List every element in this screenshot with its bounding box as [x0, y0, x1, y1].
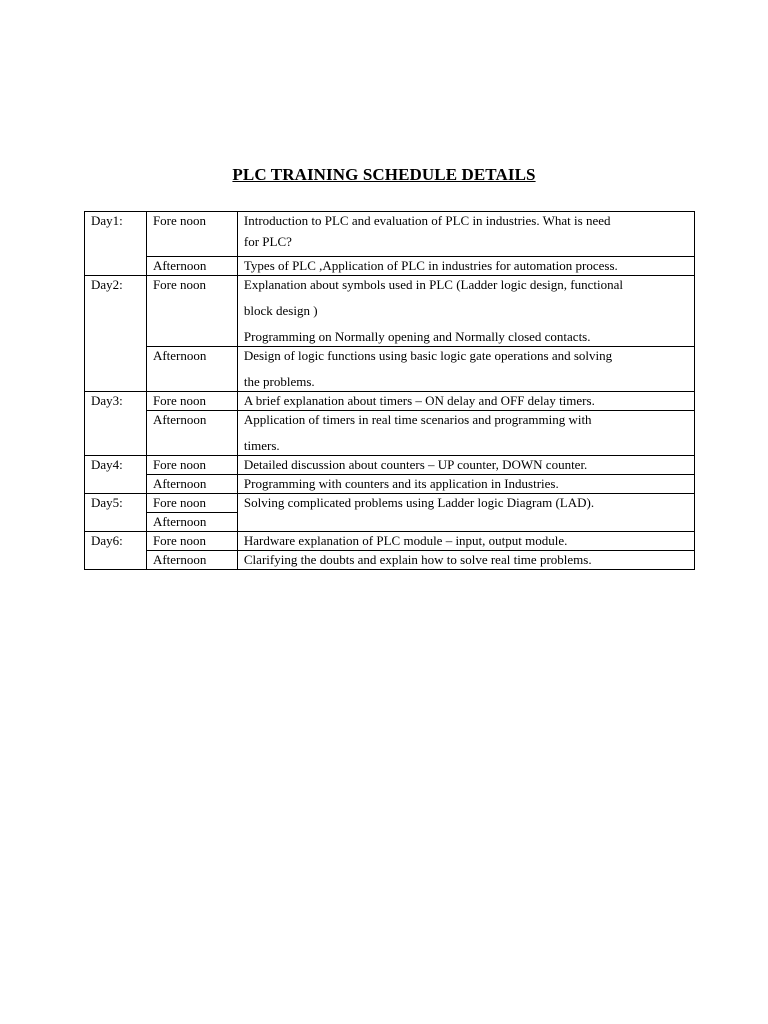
table-row [85, 456, 695, 475]
day-cell: Day5: [85, 494, 147, 532]
topic-line: Explanation about symbols used in PLC (Ladder logic design, functional [243, 277, 623, 292]
topic-cell [237, 551, 694, 570]
day-cell: Day4: [85, 456, 147, 494]
topic-line: for PLC? [243, 234, 292, 249]
topic-line: A brief explanation about timers – ON delay and OFF delay timers. [243, 393, 595, 408]
table-row [85, 347, 695, 392]
table-row [85, 494, 695, 513]
topic-cell [237, 347, 694, 392]
session-cell: Fore noon [146, 532, 237, 551]
schedule-table [84, 211, 695, 570]
topic-cell [237, 212, 694, 257]
topic-line: Programming on Normally opening and Normally closed contacts. [243, 329, 591, 344]
table-row [85, 276, 695, 347]
session-cell: Afternoon [146, 257, 237, 276]
session-cell: Afternoon [146, 551, 237, 570]
table-row [85, 257, 695, 276]
day-cell: Day3: [85, 392, 147, 456]
topic-line: Solving complicated problems using Ladder logic Diagram (LAD). [243, 495, 595, 510]
topic-cell [237, 494, 694, 532]
session-cell: Afternoon [146, 475, 237, 494]
topic-line: the problems. [243, 374, 315, 389]
session-cell: Fore noon [146, 212, 237, 257]
table-row [85, 392, 695, 411]
session-cell: Fore noon [146, 276, 237, 347]
session-cell: Fore noon [146, 494, 237, 513]
topic-line: timers. [243, 438, 280, 453]
topic-line: Types of PLC ,Application of PLC in industries for automation process. [243, 258, 618, 273]
topic-cell [237, 456, 694, 475]
session-cell: Afternoon [146, 513, 237, 532]
topic-line: Programming with counters and its application in Industries. [243, 476, 559, 491]
session-cell: Afternoon [146, 411, 237, 456]
table-row [85, 475, 695, 494]
topic-cell [237, 257, 694, 276]
table-row [85, 411, 695, 456]
topic-line: Hardware explanation of PLC module – input, output module. [243, 533, 568, 548]
document-title: PLC TRAINING SCHEDULE DETAILS [232, 165, 536, 184]
topic-line: Introduction to PLC and evaluation of PLC in industries. What is need [243, 213, 611, 228]
session-cell: Afternoon [146, 347, 237, 392]
day-cell: Day1: [85, 212, 147, 276]
session-cell: Fore noon [146, 392, 237, 411]
day-cell: Day6: [85, 532, 147, 570]
topic-cell [237, 276, 694, 347]
day-cell: Day2: [85, 276, 147, 392]
session-cell: Fore noon [146, 456, 237, 475]
topic-cell [237, 392, 694, 411]
table-row [85, 212, 695, 257]
topic-line: Design of logic functions using basic logic gate operations and solving [243, 348, 613, 363]
topic-cell [237, 532, 694, 551]
topic-line: Application of timers in real time scenarios and programming with [243, 412, 592, 427]
topic-line: block design ) [243, 303, 318, 318]
topic-line: Detailed discussion about counters – UP counter, DOWN counter. [243, 457, 588, 472]
table-row [85, 532, 695, 551]
table-row [85, 551, 695, 570]
topic-cell [237, 411, 694, 456]
topic-cell [237, 475, 694, 494]
topic-line: Clarifying the doubts and explain how to solve real time problems. [243, 552, 592, 567]
